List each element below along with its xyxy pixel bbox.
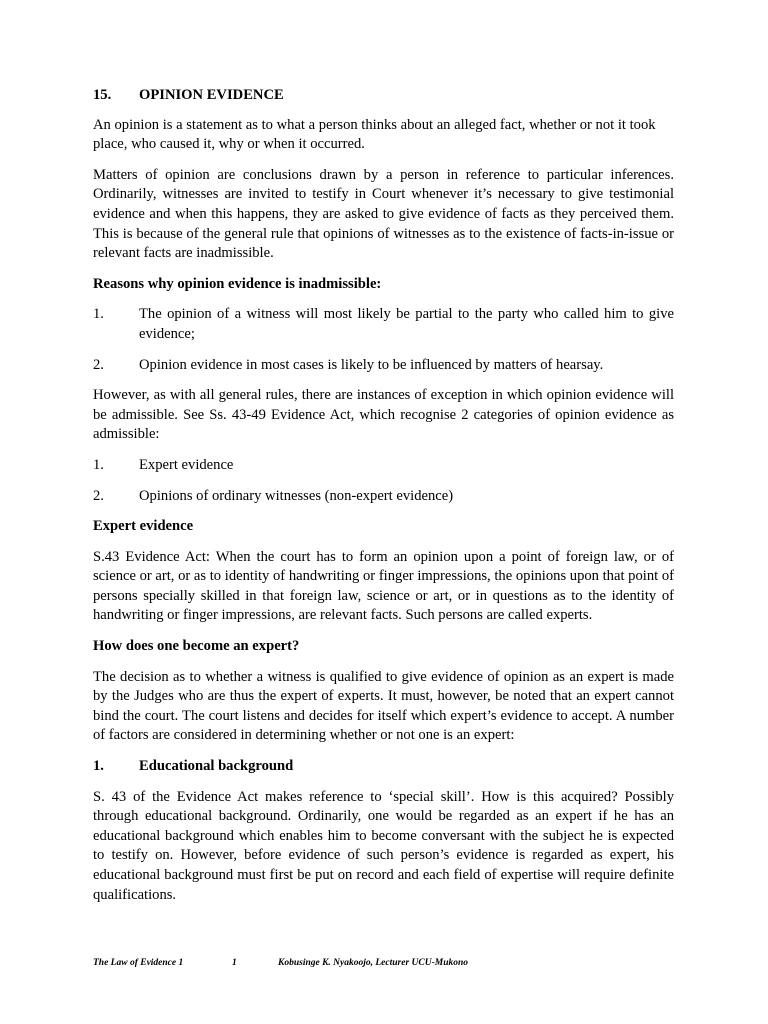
- category-item-1: [93, 456, 674, 476]
- reason-text: The opinion of a witness will most likely be partial to the party who called him to give evidence;: [139, 306, 674, 342]
- footer-author: Kobusinge K. Nyakoojo, Lecturer UCU-Mukono: [278, 958, 469, 968]
- educational-background-heading: [93, 757, 674, 777]
- category-number: 1.: [93, 456, 104, 473]
- reason-item-1: [93, 305, 674, 344]
- footer-title: The Law of Evidence 1: [93, 958, 184, 968]
- section-number: 15.: [93, 87, 112, 103]
- reason-item-2: [93, 356, 674, 376]
- paragraph-matters-of-opinion: Matters of opinion are conclusions drawn by a person in reference to particular inferences. Ordinarily, witnesses are invited to testify in Court whenever it’s necessary to give testimonial evidence and when this happens, they are asked to give evidence of facts as they perceived them. This is because of the general rule that opinions of witnesses as to the existence of facts-in-issue or relevant facts are inadmissible.: [93, 166, 674, 262]
- reason-number: 1.: [93, 306, 104, 323]
- reason-number: 2.: [93, 356, 104, 373]
- footer-page-number: 1: [232, 958, 237, 968]
- paragraph-exceptions: However, as with all general rules, there are instances of exception in which opinion evidence will be admissible. See Ss. 43-49 Evidence Act, which recognise 2 categories of opinion evidence as admissible:: [93, 387, 674, 443]
- reasons-heading: Reasons why opinion evidence is inadmissible:: [93, 275, 382, 292]
- heading-text: Educational background: [139, 758, 294, 775]
- section-title: OPINION EVIDENCE: [139, 87, 284, 103]
- expert-evidence-heading: Expert evidence: [93, 518, 194, 535]
- reason-text: Opinion evidence in most cases is likely to be influenced by matters of hearsay.: [139, 356, 604, 373]
- category-text: Expert evidence: [139, 456, 234, 473]
- category-text: Opinions of ordinary witnesses (non-expert evidence): [139, 487, 454, 504]
- paragraph-expert-decision: The decision as to whether a witness is qualified to give evidence of opinion as an expert is made by the Judges who are thus the expert of experts. It must, however, be noted that an expert cannot bind the court. The court listens and decides for itself which expert’s evidence to accept. A number of factors are considered in determining whether or not one is an expert:: [93, 668, 674, 744]
- document-page: [93, 86, 674, 916]
- category-number: 2.: [93, 487, 104, 504]
- paragraph-special-skill: S. 43 of the Evidence Act makes reference to ‘special skill’. How is this acquired? Possibly through educational background. Ordinarily, one would be regarded as an expert if he has an educational background which enables him to become conversant with the subject he is expected to testify on. However, before evidence of such person’s evidence is regarded as expert, his educational background must first be put on record and each field of expertise will require definite qualifications.: [93, 788, 674, 903]
- paragraph-opinion-definition: An opinion is a statement as to what a person thinks about an alleged fact, whether or not it took place, who caused it, why or when it occurred.: [93, 116, 656, 153]
- paragraph-s43: S.43 Evidence Act: When the court has to form an opinion upon a point of foreign law, or of science or art, or as to identity of handwriting or finger impressions, the opinions upon that point of persons specially skilled in that foreign law, science or art, or in questions as to the identity of handwriting or finger impressions, are relevant facts. Such persons are called experts.: [93, 548, 674, 624]
- section-heading: [93, 86, 674, 106]
- category-item-2: [93, 487, 674, 507]
- heading-number: 1.: [93, 758, 104, 775]
- become-expert-heading: How does one become an expert?: [93, 638, 300, 655]
